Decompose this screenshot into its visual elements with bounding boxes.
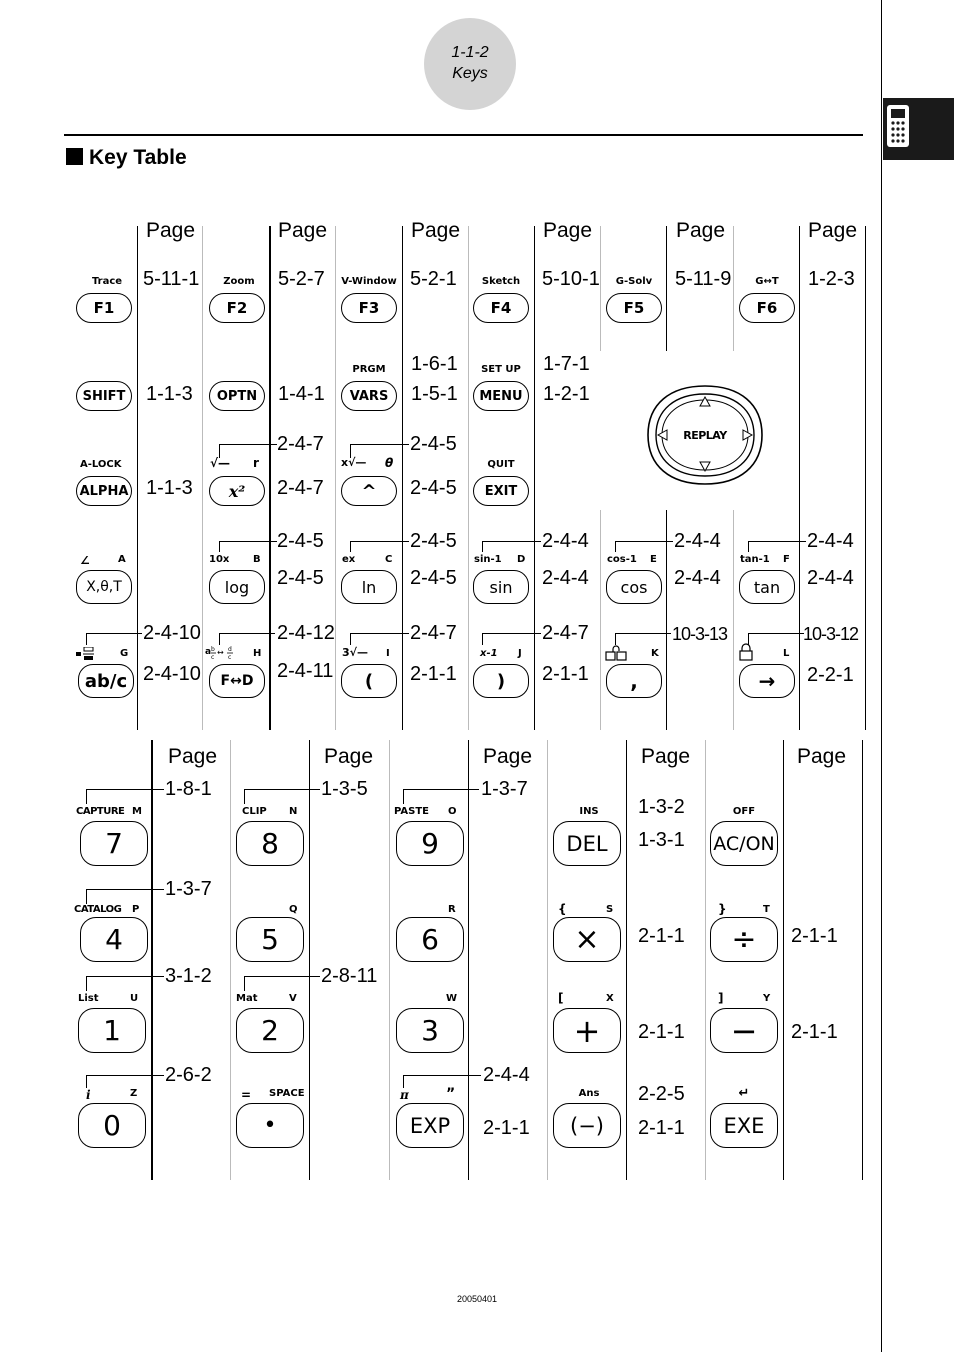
- leader-line: [748, 541, 806, 542]
- alpha-function-label: M: [132, 806, 142, 817]
- shift-function-label: PASTE: [394, 806, 430, 817]
- column-rule: [705, 740, 706, 1180]
- column-rule: [534, 226, 535, 730]
- column-rule: [202, 226, 203, 730]
- page-heading: Page: [278, 219, 328, 242]
- page-ref: 5-2-1: [410, 268, 457, 290]
- one-key[interactable]: 1: [78, 1008, 146, 1053]
- replay-pad[interactable]: [640, 382, 770, 488]
- page-ref: 2-4-4: [542, 530, 589, 552]
- key-setup-label: SET UP: [481, 364, 521, 375]
- section-title: [66, 146, 187, 170]
- power-key[interactable]: ^: [341, 476, 397, 506]
- leader-line: [86, 1075, 87, 1088]
- page-ref: 2-4-4: [542, 567, 589, 589]
- page-ref: 2-1-1: [542, 663, 589, 685]
- page-heading: Page: [808, 219, 858, 242]
- shift-function-label: 3√—: [342, 646, 368, 659]
- leader-line: [219, 541, 277, 542]
- optn-key[interactable]: OPTN: [209, 381, 265, 411]
- alpha-function-label: Y: [763, 993, 771, 1004]
- page-ref: 2-4-4: [483, 1064, 530, 1086]
- leader-line: [350, 541, 409, 542]
- fraction-key[interactable]: ab/c: [78, 664, 134, 698]
- shift-function-label: tan-1: [740, 554, 770, 565]
- ins-label: INS: [579, 806, 599, 817]
- page-ref: 2-1-1: [410, 663, 457, 685]
- column-rule: [402, 226, 403, 730]
- column-rule: [468, 740, 469, 1180]
- four-key[interactable]: 4: [80, 917, 148, 962]
- five-key[interactable]: 5: [236, 917, 304, 962]
- section-name: Keys: [452, 65, 488, 82]
- leader-line: [748, 633, 804, 634]
- leader-line: [403, 789, 404, 804]
- alock-label: A-LOCK: [80, 459, 122, 470]
- header-rule: [64, 134, 863, 136]
- leader-line: [482, 541, 483, 552]
- page-ref: 1-3-7: [481, 778, 528, 800]
- close-paren-key[interactable]: ): [473, 664, 529, 698]
- page-ref: 2-2-1: [807, 664, 854, 686]
- svg-text:b: b: [211, 646, 215, 653]
- column-rule: [600, 510, 601, 730]
- alpha-function-label: F: [783, 554, 790, 565]
- mixed-fraction-icon: [205, 645, 245, 661]
- page-ref: 1-8-1: [165, 778, 212, 800]
- alpha-function-label: X: [606, 993, 614, 1004]
- page-heading: Page: [797, 745, 847, 768]
- shift-function-label: x√—: [341, 456, 367, 469]
- leader-line: [244, 789, 320, 790]
- column-rule: [626, 740, 627, 1180]
- shift-function-label: {: [558, 902, 567, 916]
- page-ref: 5-11-9: [675, 268, 732, 290]
- column-rule: [600, 226, 601, 351]
- shift-function-label: Mat: [236, 993, 258, 1004]
- seven-key[interactable]: 7: [80, 821, 148, 866]
- sin-key[interactable]: sin: [473, 570, 529, 604]
- column-rule: [733, 510, 734, 730]
- eight-key[interactable]: 8: [236, 821, 304, 866]
- fraction-decimal-key[interactable]: F↔D: [209, 664, 265, 698]
- shift-function-label: x-1: [480, 648, 498, 659]
- lock-open-icon: [605, 645, 627, 661]
- shift-key[interactable]: SHIFT: [76, 381, 132, 411]
- column-rule: [733, 226, 734, 351]
- alpha-function-label: G: [120, 648, 129, 659]
- column-rule: [862, 740, 863, 1180]
- page-heading: Page: [146, 219, 196, 242]
- f5-key[interactable]: F5: [606, 293, 662, 323]
- f4-key[interactable]: F4: [473, 293, 529, 323]
- shift-function-label: √—: [210, 456, 231, 470]
- shift-function-label: CAPTURE: [76, 806, 125, 817]
- quit-label: QUIT: [487, 459, 515, 470]
- alpha-function-label: J: [518, 648, 522, 659]
- square-key[interactable]: x²: [209, 476, 265, 506]
- page-ref: 10-3-12: [803, 624, 859, 644]
- multiply-key[interactable]: ×: [553, 917, 621, 962]
- shift-function-label: =: [241, 1088, 252, 1102]
- replay-label: REPLAY: [683, 429, 727, 442]
- alpha-function-label: SPACE: [269, 1088, 305, 1099]
- section-title-text: Key Table: [89, 146, 187, 169]
- alpha-function-label: θ: [385, 456, 394, 470]
- page-heading: Page: [483, 745, 533, 768]
- shift-function-label: CLIP: [242, 806, 267, 817]
- page-number-badge: [424, 18, 516, 110]
- exe-key[interactable]: EXE: [710, 1103, 778, 1148]
- page-ref: 2-4-4: [674, 530, 721, 552]
- alpha-function-label: L: [783, 648, 790, 659]
- page-ref: 2-4-5: [410, 433, 457, 455]
- leader-line: [86, 633, 142, 634]
- alpha-function-label: ”: [446, 1086, 456, 1102]
- leader-line: [86, 976, 87, 991]
- page-ref: 2-4-4: [807, 530, 854, 552]
- variable-key[interactable]: X,θ,T: [76, 570, 132, 604]
- ac-on-key[interactable]: AC/ON: [710, 821, 778, 866]
- alpha-function-label: S: [606, 904, 614, 915]
- column-rule: [666, 226, 667, 351]
- leader-line: [219, 541, 220, 552]
- vars-key[interactable]: VARS: [341, 381, 397, 411]
- alpha-function-label: O: [448, 806, 457, 817]
- alpha-function-label: W: [446, 993, 458, 1004]
- leader-line: [482, 541, 541, 542]
- key-gt-label: G↔T: [755, 276, 779, 287]
- column-rule: [151, 740, 153, 1180]
- log-key[interactable]: log: [209, 570, 265, 604]
- page-ref: 2-4-11: [277, 660, 334, 682]
- alpha-function-label: K: [651, 648, 659, 659]
- page-ref: 2-4-4: [807, 567, 854, 589]
- newline-icon: ↵: [738, 1086, 750, 1101]
- page-ref: 2-4-7: [410, 622, 457, 644]
- ln-key[interactable]: ln: [341, 570, 397, 604]
- f3-key[interactable]: F3: [341, 293, 397, 323]
- f6-key[interactable]: F6: [739, 293, 795, 323]
- plus-key[interactable]: +: [553, 1008, 621, 1053]
- key-trace-label: Trace: [91, 276, 123, 287]
- column-rule: [269, 226, 271, 730]
- key-sketch-label: Sketch: [481, 276, 521, 287]
- alpha-function-label: U: [130, 993, 139, 1004]
- page-heading: Page: [411, 219, 461, 242]
- shift-function-label: ∠: [80, 554, 90, 567]
- leader-line: [219, 633, 275, 634]
- store-arrow-key[interactable]: →: [739, 664, 795, 698]
- tan-key[interactable]: tan: [739, 570, 795, 604]
- leader-line: [482, 633, 541, 634]
- page-ref: 1-1-3: [146, 477, 193, 499]
- f1-key[interactable]: F1: [76, 293, 132, 323]
- column-rule: [799, 226, 800, 730]
- shift-function-label: List: [78, 993, 99, 1004]
- leader-line: [86, 889, 87, 904]
- f2-key[interactable]: F2: [209, 293, 265, 323]
- column-rule: [547, 740, 548, 1180]
- divide-key[interactable]: ÷: [710, 917, 778, 962]
- page-ref: 1-1-3: [146, 383, 193, 405]
- exit-key[interactable]: EXIT: [473, 476, 529, 506]
- minus-key[interactable]: −: [710, 1008, 778, 1053]
- page-ref: 2-1-1: [638, 1021, 685, 1043]
- comma-key[interactable]: ,: [606, 664, 662, 698]
- svg-text:d: d: [228, 646, 232, 653]
- key-gsolv-label: G-Solv: [615, 276, 653, 287]
- three-key[interactable]: 3: [396, 1008, 464, 1053]
- leader-line: [86, 633, 87, 645]
- alpha-function-label: E: [650, 554, 657, 565]
- page-ref: 2-2-5: [638, 1083, 685, 1105]
- page-ref: 10-3-13: [672, 624, 728, 644]
- leader-line: [615, 541, 616, 552]
- alpha-function-label: T: [763, 904, 770, 915]
- page-ref: 2-4-7: [277, 477, 324, 499]
- negative-key[interactable]: (−): [553, 1103, 621, 1148]
- page-ref: 2-4-5: [410, 477, 457, 499]
- nine-key[interactable]: 9: [396, 821, 464, 866]
- leader-line: [86, 1075, 164, 1076]
- leader-line: [86, 889, 164, 890]
- alpha-function-label: C: [385, 554, 393, 565]
- column-rule: [137, 226, 138, 730]
- leader-line: [86, 789, 87, 804]
- alpha-function-label: Q: [289, 904, 298, 915]
- shift-function-label: [: [558, 991, 564, 1005]
- page-ref: 2-1-1: [483, 1117, 530, 1139]
- leader-line: [219, 444, 277, 445]
- leader-line: [244, 976, 320, 977]
- page-ref: 2-4-5: [277, 530, 324, 552]
- leader-line: [615, 633, 671, 634]
- leader-line: [482, 633, 483, 645]
- leader-line: [350, 444, 409, 445]
- page-ref: 2-4-7: [277, 433, 324, 455]
- page-ref: 2-1-1: [791, 925, 838, 947]
- key-prgm-label: PRGM: [352, 364, 386, 375]
- column-rule: [389, 740, 390, 1180]
- page-ref: 3-1-2: [165, 965, 212, 987]
- page-ref: 2-1-1: [638, 925, 685, 947]
- zero-key[interactable]: 0: [78, 1103, 146, 1148]
- page-ref: 2-4-12: [277, 622, 335, 644]
- shift-function-label: sin-1: [474, 554, 502, 565]
- two-key[interactable]: 2: [236, 1008, 304, 1053]
- page-ref: 1-4-1: [278, 383, 325, 405]
- off-label: OFF: [732, 806, 756, 817]
- leader-line: [219, 633, 220, 645]
- key-vwindow-label: V-Window: [341, 276, 397, 287]
- page-ref: 2-1-1: [638, 1117, 685, 1139]
- alpha-function-label: D: [517, 554, 526, 565]
- menu-key[interactable]: MENU: [473, 381, 529, 411]
- alpha-function-label: A: [118, 554, 126, 565]
- alpha-key[interactable]: ALPHA: [76, 476, 132, 506]
- section-number: 1-1-2: [451, 44, 489, 61]
- del-key[interactable]: DEL: [553, 821, 621, 866]
- page-ref: 2-1-1: [791, 1021, 838, 1043]
- page-ref: 1-5-1: [411, 383, 458, 405]
- decimal-point-key[interactable]: •: [236, 1103, 304, 1148]
- page-ref: 2-4-10: [143, 622, 201, 644]
- cos-key[interactable]: cos: [606, 570, 662, 604]
- key-zoom-label: Zoom: [223, 276, 255, 287]
- shift-function-label: i: [86, 1088, 91, 1102]
- column-rule: [468, 226, 469, 730]
- page-ref: 2-4-4: [674, 567, 721, 589]
- page-ref: 2-4-5: [410, 530, 457, 552]
- alpha-function-label: I: [386, 648, 390, 659]
- shift-function-label: ex: [342, 554, 356, 565]
- leader-line: [403, 1075, 404, 1088]
- leader-line: [350, 541, 351, 552]
- page-ref: 2-8-11: [321, 965, 378, 987]
- chapter-tab: [883, 98, 954, 160]
- leader-line: [244, 976, 245, 991]
- column-rule: [335, 226, 336, 730]
- lock-closed-icon: [738, 643, 756, 661]
- fraction-format-icon: [76, 647, 100, 661]
- alpha-function-label: B: [253, 554, 261, 565]
- shift-function-label: 10x: [209, 554, 230, 565]
- leader-line: [244, 789, 245, 804]
- page-ref: 2-4-10: [143, 663, 201, 685]
- svg-text:c: c: [211, 654, 215, 661]
- exp-key[interactable]: EXP: [396, 1103, 464, 1148]
- leader-line: [403, 1075, 481, 1076]
- page-ref: 1-2-1: [543, 383, 590, 405]
- page-ref: 5-2-7: [278, 268, 325, 290]
- column-rule: [666, 510, 667, 730]
- page-ref: 2-6-2: [165, 1064, 212, 1086]
- leader-line: [350, 633, 351, 645]
- right-margin-rule: [881, 0, 882, 1352]
- page-heading: Page: [641, 745, 691, 768]
- page-ref: 1-7-1: [543, 353, 590, 375]
- alpha-function-label: r: [253, 456, 259, 470]
- page-ref: 5-11-1: [143, 268, 200, 290]
- alpha-function-label: H: [253, 648, 262, 659]
- square-bullet-icon: [66, 148, 83, 165]
- leader-line: [615, 633, 616, 645]
- page-ref: 1-2-3: [808, 268, 855, 290]
- alpha-function-label: P: [132, 904, 140, 915]
- page-ref: 2-4-7: [542, 622, 589, 644]
- page-heading: Page: [324, 745, 374, 768]
- column-rule: [309, 740, 310, 1180]
- calculator-icon: [883, 98, 954, 160]
- footer-code: 20050401: [456, 1294, 498, 1304]
- shift-function-label: ]: [718, 991, 724, 1005]
- page-heading: Page: [543, 219, 593, 242]
- page-ref: 1-3-5: [321, 778, 368, 800]
- page-heading: Page: [676, 219, 726, 242]
- open-paren-key[interactable]: (: [341, 664, 397, 698]
- alpha-function-label: N: [289, 806, 298, 817]
- ans-label: Ans: [578, 1088, 600, 1099]
- alpha-function-label: R: [448, 904, 456, 915]
- page-heading: Page: [168, 745, 218, 768]
- svg-text:↔: ↔: [217, 648, 224, 657]
- six-key[interactable]: 6: [396, 917, 464, 962]
- page-ref: 2-4-5: [410, 567, 457, 589]
- shift-function-label: CATALOG: [74, 904, 122, 915]
- shift-function-label: cos-1: [607, 554, 637, 565]
- page-ref: 1-6-1: [411, 353, 458, 375]
- page-ref: 1-3-7: [165, 878, 212, 900]
- column-rule: [230, 740, 231, 1180]
- leader-line: [615, 541, 673, 542]
- leader-line: [350, 633, 409, 634]
- shift-function-label: π: [400, 1088, 409, 1102]
- column-rule: [865, 226, 866, 730]
- leader-line: [86, 789, 164, 790]
- alpha-function-label: Z: [130, 1088, 138, 1099]
- page-ref: 1-3-1: [638, 829, 685, 851]
- page-ref: 2-4-5: [277, 567, 324, 589]
- shift-function-label: }: [718, 902, 727, 916]
- leader-line: [86, 976, 164, 977]
- page-ref: 1-3-2: [638, 796, 685, 818]
- svg-text:c: c: [228, 654, 232, 661]
- page-ref: 5-10-1: [542, 268, 600, 290]
- leader-line: [403, 789, 479, 790]
- column-rule: [783, 740, 784, 1180]
- svg-text:a: a: [205, 647, 212, 657]
- alpha-function-label: V: [289, 993, 297, 1004]
- leader-line: [748, 541, 749, 552]
